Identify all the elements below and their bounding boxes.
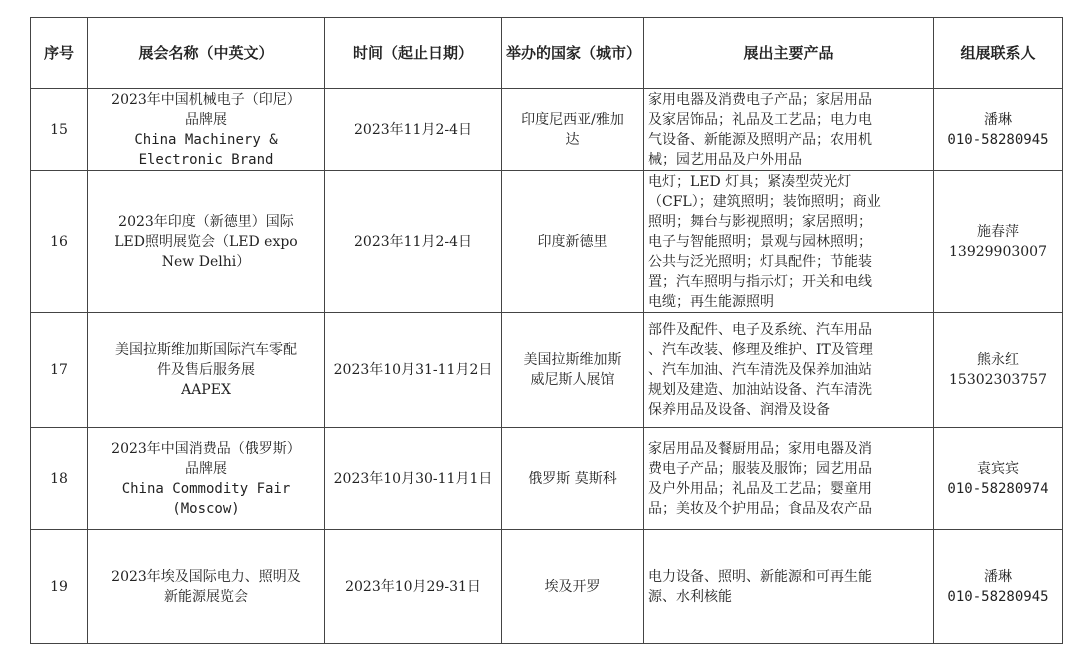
products-line: 家用电器及消费电子产品；家居用品 bbox=[648, 91, 872, 108]
exhibition-name bbox=[88, 428, 325, 530]
exhibition-location bbox=[502, 171, 644, 313]
name-line: China Commodity Fair bbox=[121, 480, 291, 497]
contact-name: 袁宾宾 bbox=[977, 460, 1019, 477]
name-line: 2023年埃及国际电力、照明及 bbox=[111, 568, 301, 585]
products-line: 及户外用品；礼品及工艺品；婴童用 bbox=[648, 480, 872, 497]
products-line: 费电子产品；服装及服饰；园艺用品 bbox=[648, 460, 872, 477]
name-line: China Machinery & bbox=[134, 131, 278, 148]
exhibition-date: 2023年11月2-4日 bbox=[325, 171, 502, 313]
header-country-city: 举办的国家（城市） bbox=[502, 18, 644, 89]
header-contact: 组展联系人 bbox=[934, 18, 1063, 89]
products-line: 电灯；LED 灯具；紧凑型荧光灯 bbox=[648, 173, 852, 190]
row-number: 18 bbox=[31, 428, 88, 530]
exhibition-name bbox=[88, 313, 325, 428]
name-line: 件及售后服务展 bbox=[157, 362, 255, 378]
products-line: 、汽车加油、汽车清洗及保养加油站 bbox=[648, 362, 872, 378]
products-line: 品；美妆及个护用品；食品及农产品 bbox=[648, 500, 872, 517]
products-line: 气设备、新能源及照明产品；农用机 bbox=[648, 131, 872, 148]
place-line: 美国拉斯维加斯 bbox=[523, 352, 622, 368]
exhibition-location bbox=[502, 313, 644, 428]
table-header-row bbox=[31, 18, 1063, 89]
name-line: Electronic Brand bbox=[138, 151, 274, 168]
products-line: 家居用品及餐厨用品；家用电器及消 bbox=[648, 440, 872, 457]
name-line: 新能源展览会 bbox=[164, 588, 248, 605]
exhibition-name bbox=[88, 171, 325, 313]
table-row bbox=[31, 530, 1063, 644]
main-products bbox=[644, 428, 934, 530]
place-line: 俄罗斯 莫斯科 bbox=[528, 470, 617, 487]
exhibition-date: 2023年10月31-11月2日 bbox=[325, 313, 502, 428]
name-line: 品牌展 bbox=[185, 111, 227, 128]
header-main-products: 展出主要产品 bbox=[644, 18, 934, 89]
name-line: 2023年中国消费品（俄罗斯） bbox=[111, 440, 301, 457]
exhibition-date: 2023年11月2-4日 bbox=[325, 89, 502, 171]
place-line: 印度新德里 bbox=[537, 233, 608, 250]
row-number: 17 bbox=[31, 313, 88, 428]
row-number: 19 bbox=[31, 530, 88, 644]
exhibition-location bbox=[502, 89, 644, 171]
products-line: 源、水利核能 bbox=[648, 588, 732, 605]
products-line: 置；汽车照明与指示灯；开关和电线 bbox=[648, 273, 872, 290]
main-products bbox=[644, 89, 934, 171]
name-line: LED照明展览会（LED expo bbox=[114, 233, 298, 250]
contact-name: 熊永红 bbox=[977, 352, 1019, 368]
products-line: 械；园艺用品及户外用品 bbox=[648, 151, 802, 168]
table-row bbox=[31, 313, 1063, 428]
place-line: 埃及开罗 bbox=[544, 578, 601, 595]
products-line: 保养用品及设备、润滑及设备 bbox=[648, 402, 830, 418]
name-line: New Delhi） bbox=[161, 253, 251, 270]
place-line: 威尼斯人展馆 bbox=[530, 372, 615, 388]
contact-person bbox=[934, 171, 1063, 313]
products-line: （CFL）；建筑照明；装饰照明；商业 bbox=[648, 193, 881, 210]
exhibition-name bbox=[88, 89, 325, 171]
exhibition-table bbox=[30, 17, 1063, 644]
name-line: 美国拉斯维加斯国际汽车零配 bbox=[115, 342, 297, 358]
contact-name: 施春萍 bbox=[977, 223, 1019, 240]
table-row bbox=[31, 428, 1063, 530]
products-line: 电缆；再生能源照明 bbox=[648, 293, 774, 310]
contact-phone: 15302303757 bbox=[949, 372, 1047, 388]
contact-person bbox=[934, 530, 1063, 644]
row-number: 15 bbox=[31, 89, 88, 171]
products-line: 公共与泛光照明；灯具配件；节能装 bbox=[648, 253, 872, 270]
main-products bbox=[644, 313, 934, 428]
name-line: 2023年印度（新德里）国际 bbox=[118, 213, 294, 230]
exhibition-location bbox=[502, 428, 644, 530]
main-products bbox=[644, 171, 934, 313]
products-line: 及家居饰品；礼品及工艺品；电力电 bbox=[648, 111, 872, 128]
table-row bbox=[31, 171, 1063, 313]
contact-phone: 010-58280945 bbox=[947, 131, 1049, 148]
main-products bbox=[644, 530, 934, 644]
name-line: AAPEX bbox=[181, 382, 231, 398]
place-line: 达 bbox=[565, 131, 580, 148]
row-number: 16 bbox=[31, 171, 88, 313]
contact-person bbox=[934, 428, 1063, 530]
products-line: 规划及建造、加油站设备、汽车清洗 bbox=[648, 382, 872, 398]
contact-phone: 010-58280945 bbox=[947, 588, 1049, 605]
name-line: 品牌展 bbox=[185, 460, 227, 477]
name-line: 2023年中国机械电子（印尼） bbox=[111, 91, 301, 108]
place-line: 印度尼西亚/雅加 bbox=[521, 111, 624, 128]
contact-phone: 010-58280974 bbox=[947, 480, 1049, 497]
products-line: 电子与智能照明；景观与园林照明； bbox=[648, 233, 872, 250]
table-row bbox=[31, 89, 1063, 171]
contact-name: 潘琳 bbox=[984, 568, 1012, 585]
exhibition-name bbox=[88, 530, 325, 644]
exhibition-date: 2023年10月30-11月1日 bbox=[325, 428, 502, 530]
contact-person bbox=[934, 89, 1063, 171]
header-exhibition-name: 展会名称（中英文） bbox=[88, 18, 325, 89]
products-line: 电力设备、照明、新能源和可再生能 bbox=[648, 568, 872, 585]
products-line: 、汽车改装、修理及维护、IT及管理 bbox=[648, 342, 873, 358]
exhibition-date: 2023年10月29-31日 bbox=[325, 530, 502, 644]
name-line: (Moscow) bbox=[172, 500, 240, 517]
contact-name: 潘琳 bbox=[984, 111, 1012, 128]
products-line: 部件及配件、电子及系统、汽车用品 bbox=[648, 322, 872, 338]
contact-phone: 13929903007 bbox=[949, 243, 1047, 260]
exhibition-location bbox=[502, 530, 644, 644]
header-serial-number: 序号 bbox=[31, 18, 88, 89]
header-date: 时间（起止日期） bbox=[325, 18, 502, 89]
contact-person bbox=[934, 313, 1063, 428]
products-line: 照明；舞台与影视照明；家居照明； bbox=[648, 213, 872, 230]
